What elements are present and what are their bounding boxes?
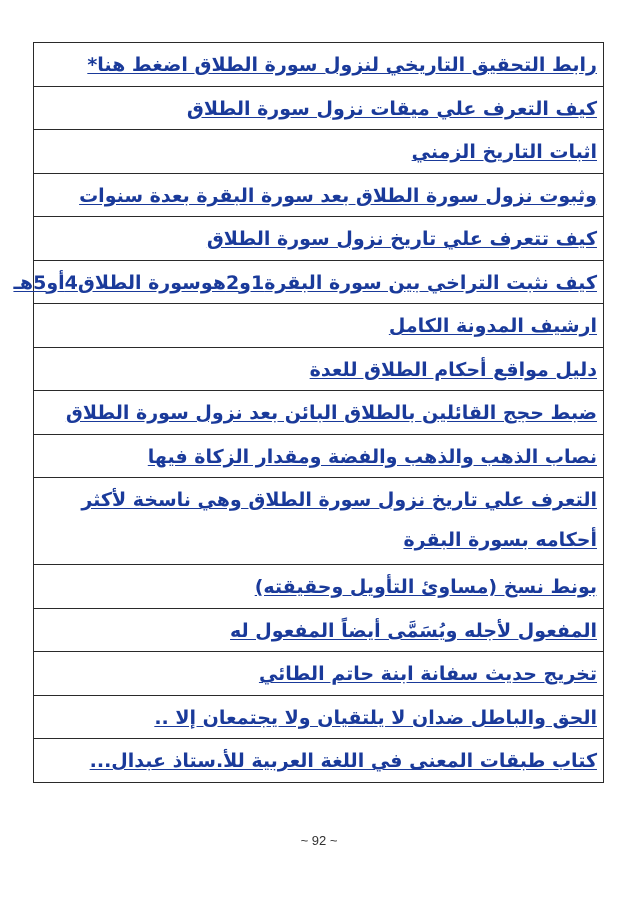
table-row bbox=[34, 609, 603, 653]
link-mafool-liajlih[interactable]: المفعول لأجله ويُسَمَّى أيضاً المفعول له bbox=[230, 619, 597, 642]
table-row bbox=[34, 43, 603, 87]
table-row bbox=[34, 348, 603, 392]
link-dalil-mawaqi[interactable]: دليل مواقع أحكام الطلاق للعدة bbox=[309, 358, 597, 381]
table-row bbox=[34, 304, 603, 348]
link-ithbat-tarikh[interactable]: اثبات التاريخ الزمني bbox=[411, 141, 597, 163]
table-row bbox=[34, 174, 603, 218]
link-takhrij-hadith[interactable]: تخريج حديث سفانة ابنة حاتم الطائي bbox=[258, 663, 597, 685]
table-row bbox=[34, 739, 603, 783]
link-thubut-nuzul[interactable]: وثبوت نزول سورة الطلاق بعد سورة البقرة بعدة سنوات bbox=[79, 184, 597, 207]
link-tarikh-nuzul[interactable]: كيف تتعرف علي تاريخ نزول سورة الطلاق bbox=[206, 228, 597, 250]
link-taarruf-naskh[interactable]: التعرف علي تاريخ نزول سورة الطلاق وهي ناسخة لأكثر أحكامه بسورة البقرة bbox=[81, 489, 597, 551]
link-bunt-naskh[interactable]: بونط نسخ (مساوئ التأويل وحقيقته) bbox=[254, 576, 597, 598]
table-row bbox=[34, 565, 603, 609]
table-row bbox=[34, 652, 603, 696]
table-row bbox=[34, 130, 603, 174]
links-table bbox=[13, 42, 604, 783]
link-tarakhi[interactable]: كيف نثبت التراخي بين سورة البقرة1و2هوسورة الطلاق4أو5هـ bbox=[13, 271, 597, 294]
link-miqat-nuzul[interactable]: كيف التعرف علي ميقات نزول سورة الطلاق bbox=[186, 97, 597, 120]
link-dabt-hujaj[interactable]: ضبط حجج القائلين بالطلاق البائن بعد نزول سورة الطلاق bbox=[65, 402, 597, 424]
table-row bbox=[34, 696, 603, 740]
table-row bbox=[34, 435, 603, 479]
table-row bbox=[13, 261, 603, 305]
table-row bbox=[34, 391, 603, 435]
table-row bbox=[34, 217, 603, 261]
table-row bbox=[34, 87, 603, 131]
link-haqq-batil[interactable]: الحق والباطل ضدان لا يلتقيان ولا يجتمعان إلا .. bbox=[154, 706, 597, 729]
table-row bbox=[34, 478, 603, 565]
page-number: ~ 92 ~ bbox=[300, 833, 338, 848]
link-archive[interactable]: ارشيف المدونة الكامل bbox=[388, 315, 597, 337]
link-tabaqat-maana[interactable]: كتاب طبقات المعنى في اللغة العربية للأ.ستاذ عبدال... bbox=[89, 750, 597, 772]
link-tahqiq-tarikhi[interactable]: رابط التحقيق التاريخي لنزول سورة الطلاق اضغط هنا* bbox=[87, 54, 597, 76]
link-nisab-dhahab[interactable]: نصاب الذهب والذهب والفضة ومقدار الزكاة فيها bbox=[147, 445, 597, 468]
